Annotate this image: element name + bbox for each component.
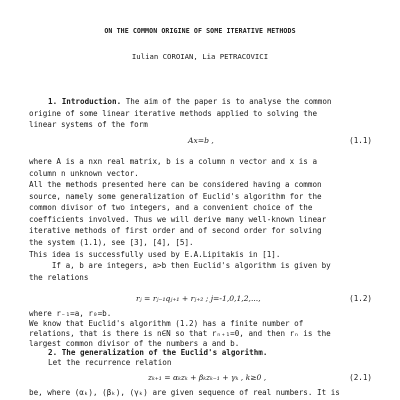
equation-1-1: Ax=b , (188, 135, 214, 145)
paragraph-line: This idea is successfully used by E.A.Lipitakis in [1]. (29, 249, 281, 259)
equation-1-2: rⱼ = rⱼ₋₁qⱼ₊₁ + rⱼ₊₂ ; j=-1,0,1,2,..., (136, 294, 261, 303)
intro-line-1: The aim of the paper is to analyse the common (121, 97, 332, 106)
paragraph-line: the relations (29, 272, 89, 282)
paragraph-line: iterative methods of first order and of second order for solving (29, 226, 322, 236)
paragraph-line: common divisor of two integers, and a convenient choice of the (29, 203, 313, 213)
equation-1-1-number: (1.1) (349, 135, 372, 145)
intro-first-line (48, 97, 331, 107)
paragraph-line: If a, b are integers, a>b then Euclid's algorithm is given by (29, 261, 331, 270)
paragraph-line: the system (1.1), see [3], [4], [5]. (29, 238, 194, 247)
paragraph-line: coefficients involved. Thus we will derive many well-known linear (29, 214, 327, 224)
intro-line-2: origine of some linear iterative methods applied to solving the (29, 108, 318, 118)
paragraph-line: column n unknown vector. (29, 168, 139, 178)
paragraph-line: source, namely some generalization of Euclid's algorithm for the (29, 191, 322, 201)
equation-2-1-number: (2.1) (349, 373, 372, 383)
paragraph-line: largest common divisor of the numbers a and b. (29, 338, 240, 348)
equation-1-2-number: (1.2) (349, 294, 372, 303)
section-2-heading: 2. The generalization of the Euclid's algorithm. (48, 348, 268, 358)
paragraph-line: where r₋₁=a, r₀=b. (29, 308, 112, 318)
paragraph-line: All the methods presented here can be considered having a common (29, 180, 322, 190)
section-2-line: Let the recurrence relation (48, 358, 172, 368)
paragraph-line: be, where (αₖ), (βₖ), (γₖ) are given sequence of real numbers. It is (29, 388, 340, 397)
paragraph-line: We know that Euclid's algorithm (1.2) has a finite number of (29, 318, 304, 328)
paper-authors: Iulian COROIAN, Lia PETRACOVICI (131, 52, 269, 61)
equation-2-1: zₖ₊₁ = αₖzₖ + βₖzₖ₋₁ + γₖ , k≥0 , (148, 373, 267, 383)
paper-title: ON THE COMMON ORIGINE OF SOME ITERATIVE METHODS (104, 27, 296, 35)
paragraph-line: where A is a nxn real matrix, b is a column n vector and x is a (29, 157, 318, 167)
intro-line-3: linear systems of the form (29, 120, 148, 130)
paragraph-line: relations, that is there is n∈N so that rₙ₊₁=0, and then rₙ is the (29, 328, 331, 338)
section-1-heading: 1. Introduction. (48, 97, 122, 106)
